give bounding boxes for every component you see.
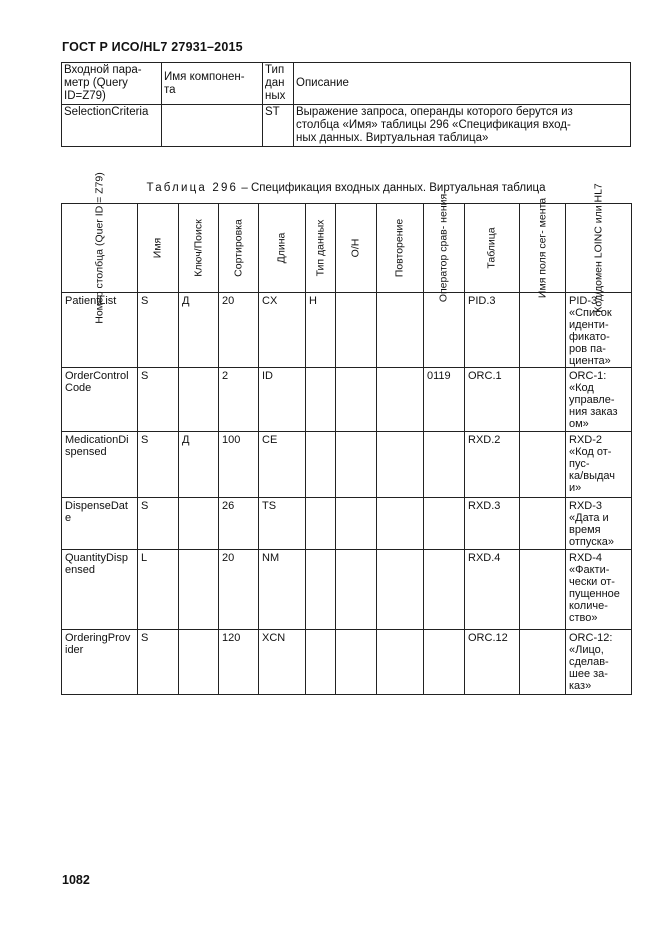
header-label: Повторение	[393, 218, 406, 278]
table-cell: CE	[259, 432, 306, 498]
header-col	[336, 204, 377, 293]
table-cell: PatientList	[62, 293, 138, 368]
table-row	[62, 630, 632, 695]
table-header-row	[62, 204, 632, 293]
document-header: ГОСТ Р ИСО/HL7 27931–2015	[62, 40, 243, 54]
table-cell	[336, 368, 377, 432]
cell-description: Выражение запроса, операнды которого берутся из столбца «Имя» таблицы 296 «Спецификация вход- ных данных. Виртуальная таблица»	[294, 105, 631, 147]
header-label: Имя	[151, 237, 164, 259]
header-col	[259, 204, 306, 293]
table-row	[62, 432, 632, 498]
table-cell	[424, 432, 465, 498]
table-cell: S	[138, 293, 179, 368]
table-cell: RXD.4	[465, 550, 520, 630]
table-row	[62, 498, 632, 550]
table-cell: PID-3 «Список иденти- фикато- ров па- циента»	[566, 293, 632, 368]
table-row	[62, 550, 632, 630]
header-label: Ключ/Поиск	[192, 219, 204, 277]
table-cell	[306, 498, 336, 550]
table-cell: OrderControl Code	[62, 368, 138, 432]
table-cell: RXD-2 «Код от- пус- ка/выдач и»	[566, 432, 632, 498]
header-col	[377, 204, 424, 293]
table-cell	[179, 368, 219, 432]
table-cell	[377, 432, 424, 498]
table-cell: ORC-1: «Код управле- ния заказ ом»	[566, 368, 632, 432]
table-cell: TS	[259, 498, 306, 550]
table-cell: MedicationDi spensed	[62, 432, 138, 498]
header-col	[306, 204, 336, 293]
table-cell: S	[138, 498, 179, 550]
table-cell	[377, 498, 424, 550]
table-cell	[179, 498, 219, 550]
table-cell	[179, 550, 219, 630]
table-cell: 100	[219, 432, 259, 498]
table-cell: RXD.3	[465, 498, 520, 550]
table-cell: 26	[219, 498, 259, 550]
table-cell	[377, 630, 424, 695]
header-label: Оператор срав- нения	[437, 193, 450, 303]
table-cell	[520, 498, 566, 550]
table-cell: Д	[179, 432, 219, 498]
table-cell	[336, 498, 377, 550]
header-label: Сортировка	[232, 219, 244, 277]
header-label: Тип данных	[314, 219, 326, 277]
table-cell	[377, 368, 424, 432]
caption-label: Таблица 296	[146, 182, 239, 194]
table-cell	[520, 368, 566, 432]
table-cell: NM	[259, 550, 306, 630]
table-cell: XCN	[259, 630, 306, 695]
header-component-name: Имя компонен- та	[162, 63, 263, 105]
header-col	[219, 204, 259, 293]
input-parameter-table	[61, 62, 631, 147]
table-cell: DispenseDat e	[62, 498, 138, 550]
table-cell: 0119	[424, 368, 465, 432]
table-cell	[179, 630, 219, 695]
table-cell	[336, 630, 377, 695]
table-cell	[520, 630, 566, 695]
table-cell: OrderingProv ider	[62, 630, 138, 695]
table-cell: S	[138, 432, 179, 498]
header-col	[465, 204, 520, 293]
table-cell	[306, 550, 336, 630]
header-label: Таблица	[485, 227, 498, 269]
table-cell: RXD-3 «Дата и время отпуска»	[566, 498, 632, 550]
table-cell: PID.3	[465, 293, 520, 368]
table-cell: L	[138, 550, 179, 630]
table-cell	[424, 630, 465, 695]
table-cell	[306, 630, 336, 695]
header-label: Имя поля сег- мента	[536, 197, 548, 299]
table-cell: RXD-4 «Факти- чески от- пущенное количе- ство»	[566, 550, 632, 630]
table-cell: 2	[219, 368, 259, 432]
table-cell	[306, 432, 336, 498]
table-cell	[306, 368, 336, 432]
table-cell	[424, 293, 465, 368]
table-row	[62, 293, 632, 368]
table-cell: 20	[219, 550, 259, 630]
cell-parameter: SelectionCriteria	[62, 105, 162, 147]
table-cell	[336, 550, 377, 630]
header-label: Код/домен LOINC или HL7	[592, 183, 604, 313]
header-col	[566, 183, 632, 313]
table-cell	[424, 498, 465, 550]
page-number: 1082	[62, 873, 90, 887]
table-cell: ORC-12: «Лицо, сделав- шее за- каз»	[566, 630, 632, 695]
table-header-row	[62, 63, 631, 105]
table-cell: QuantityDisp ensed	[62, 550, 138, 630]
table-cell	[377, 550, 424, 630]
table-cell	[520, 293, 566, 368]
header-input-parameter: Входной пара- метр (Query ID=Z79)	[62, 63, 162, 105]
header-col	[138, 204, 179, 293]
table-cell: ORC.1	[465, 368, 520, 432]
table-cell: H	[306, 293, 336, 368]
table-row	[62, 368, 632, 432]
table-cell: Д	[179, 293, 219, 368]
table-cell: RXD.2	[465, 432, 520, 498]
table-cell: 120	[219, 630, 259, 695]
table-cell	[424, 550, 465, 630]
table-cell	[336, 432, 377, 498]
table-cell: S	[138, 630, 179, 695]
table-cell: ORC.12	[465, 630, 520, 695]
table-caption	[60, 182, 632, 194]
table-cell: ID	[259, 368, 306, 432]
caption-text: – Спецификация входных данных. Виртуальная таблица	[238, 182, 546, 194]
table-cell	[336, 293, 377, 368]
table-row	[62, 105, 631, 147]
table-cell	[377, 293, 424, 368]
header-label: О/Н	[349, 238, 362, 258]
header-description: Описание	[294, 63, 631, 105]
header-col	[179, 204, 219, 293]
cell-type: ST	[263, 105, 294, 147]
header-label: Номер столбца (Quer ID = Z79)	[93, 172, 105, 324]
header-col	[520, 197, 566, 299]
table-cell: CX	[259, 293, 306, 368]
header-data-type: Тип дан ных	[263, 63, 294, 105]
cell-component	[162, 105, 263, 147]
header-col	[424, 193, 465, 303]
table-cell: 20	[219, 293, 259, 368]
header-label: Длина	[275, 232, 288, 264]
table-cell	[520, 550, 566, 630]
table-cell: S	[138, 368, 179, 432]
table-cell	[520, 432, 566, 498]
